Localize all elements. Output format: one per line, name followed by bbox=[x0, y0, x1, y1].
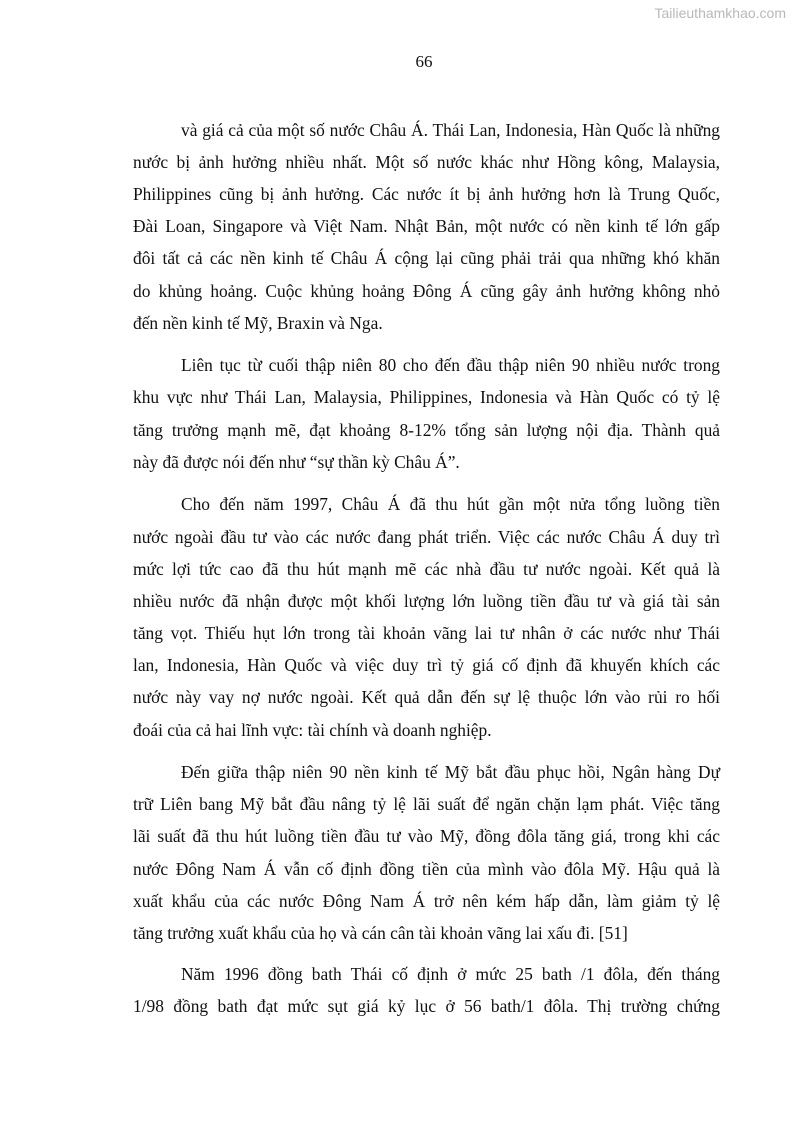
paragraph-3-line: nước ngoài đầu tư vào các nước đang phát triển. Việc các nước Châu Á duy trì bbox=[133, 527, 720, 547]
paragraph-4-line: xuất khẩu của các nước Đông Nam Á trở nên kém hấp dẫn, làm giảm tỷ lệ bbox=[133, 891, 720, 911]
paragraph-1-line: đôi tất cả các nền kinh tế Châu Á cộng lại cũng phải trải qua những khó khăn bbox=[133, 248, 720, 268]
paragraph-2-line: khu vực như Thái Lan, Malaysia, Philippines, Indonesia và Hàn Quốc có tỷ lệ bbox=[133, 387, 720, 407]
paragraph-1-line: do khủng hoảng. Cuộc khủng hoảng Đông Á cũng gây ảnh hưởng không nhỏ bbox=[133, 281, 720, 301]
paragraph-1-line: và giá cả của một số nước Châu Á. Thái Lan, Indonesia, Hàn Quốc là những bbox=[181, 120, 720, 140]
page-number: 66 bbox=[415, 52, 433, 71]
paragraph-1-line: đến nền kinh tế Mỹ, Braxin và Nga. bbox=[133, 313, 383, 333]
paragraph-5-line: Năm 1996 đồng bath Thái cố định ở mức 25 bath /1 đôla, đến tháng bbox=[181, 964, 720, 984]
paragraph-4-line: trữ Liên bang Mỹ bắt đầu nâng tỷ lệ lãi suất để ngăn chặn lạm phát. Việc tăng bbox=[133, 794, 720, 814]
paragraph-4-line: nước Đông Nam Á vẫn cố định đồng tiền của mình vào đôla Mỹ. Hậu quả là bbox=[133, 859, 720, 879]
paragraph-2-line: này đã được nói đến như “sự thần kỳ Châu Á”. bbox=[133, 452, 460, 472]
paragraph-1-line: Đài Loan, Singapore và Việt Nam. Nhật Bản, một nước có nền kinh tế lớn gấp bbox=[133, 216, 720, 236]
paragraph-1-line: nước bị ảnh hưởng nhiều nhất. Một số nước khác như Hồng kông, Malaysia, bbox=[133, 152, 720, 172]
paragraph-4-line: lãi suất đã thu hút luồng tiền đầu tư vào Mỹ, đồng đôla tăng giá, trong khi các bbox=[133, 826, 720, 846]
paragraph-3-line: tăng vọt. Thiếu hụt lớn trong tài khoản vãng lai tư nhân ở các nước như Thái bbox=[133, 623, 720, 643]
paragraph-3-line: lan, Indonesia, Hàn Quốc và việc duy trì tỷ giá cố định đã khuyến khích các bbox=[133, 655, 720, 675]
paragraph-3-line: mức lợi tức cao đã thu hút mạnh mẽ các nhà đầu tư nước ngoài. Kết quả là bbox=[133, 559, 720, 579]
paragraph-4-line: Đến giữa thập niên 90 nền kinh tế Mỹ bắt đầu phục hồi, Ngân hàng Dự bbox=[181, 762, 720, 782]
paragraph-2-line: Liên tục từ cuối thập niên 80 cho đến đầu thập niên 90 nhiều nước trong bbox=[181, 355, 720, 375]
watermark: Tailieuthamkhao.com bbox=[654, 5, 786, 21]
paragraph-3-line: đoái của cả hai lĩnh vực: tài chính và doanh nghiệp. bbox=[133, 720, 492, 740]
paragraph-2-line: tăng trưởng mạnh mẽ, đạt khoảng 8-12% tổng sản lượng nội địa. Thành quả bbox=[133, 420, 720, 440]
paragraph-3-line: nhiều nước đã nhận được một khối lượng lớn luồng tiền đầu tư và giá tài sản bbox=[133, 591, 720, 611]
paragraph-4-line: tăng trưởng xuất khẩu của họ và cán cân tài khoản vãng lai xấu đi. [51] bbox=[133, 923, 628, 943]
paragraph-1-line: Philippines cũng bị ảnh hưởng. Các nước ít bị ảnh hưởng hơn là Trung Quốc, bbox=[133, 184, 720, 204]
paragraph-3-line: Cho đến năm 1997, Châu Á đã thu hút gần một nửa tổng luồng tiền bbox=[181, 494, 720, 514]
paragraph-5-line: 1/98 đồng bath đạt mức sụt giá kỷ lục ở 56 bath/1 đôla. Thị trường chứng bbox=[133, 996, 720, 1016]
paragraph-3-line: nước này vay nợ nước ngoài. Kết quả dẫn đến sự lệ thuộc lớn vào rủi ro hối bbox=[133, 687, 720, 707]
